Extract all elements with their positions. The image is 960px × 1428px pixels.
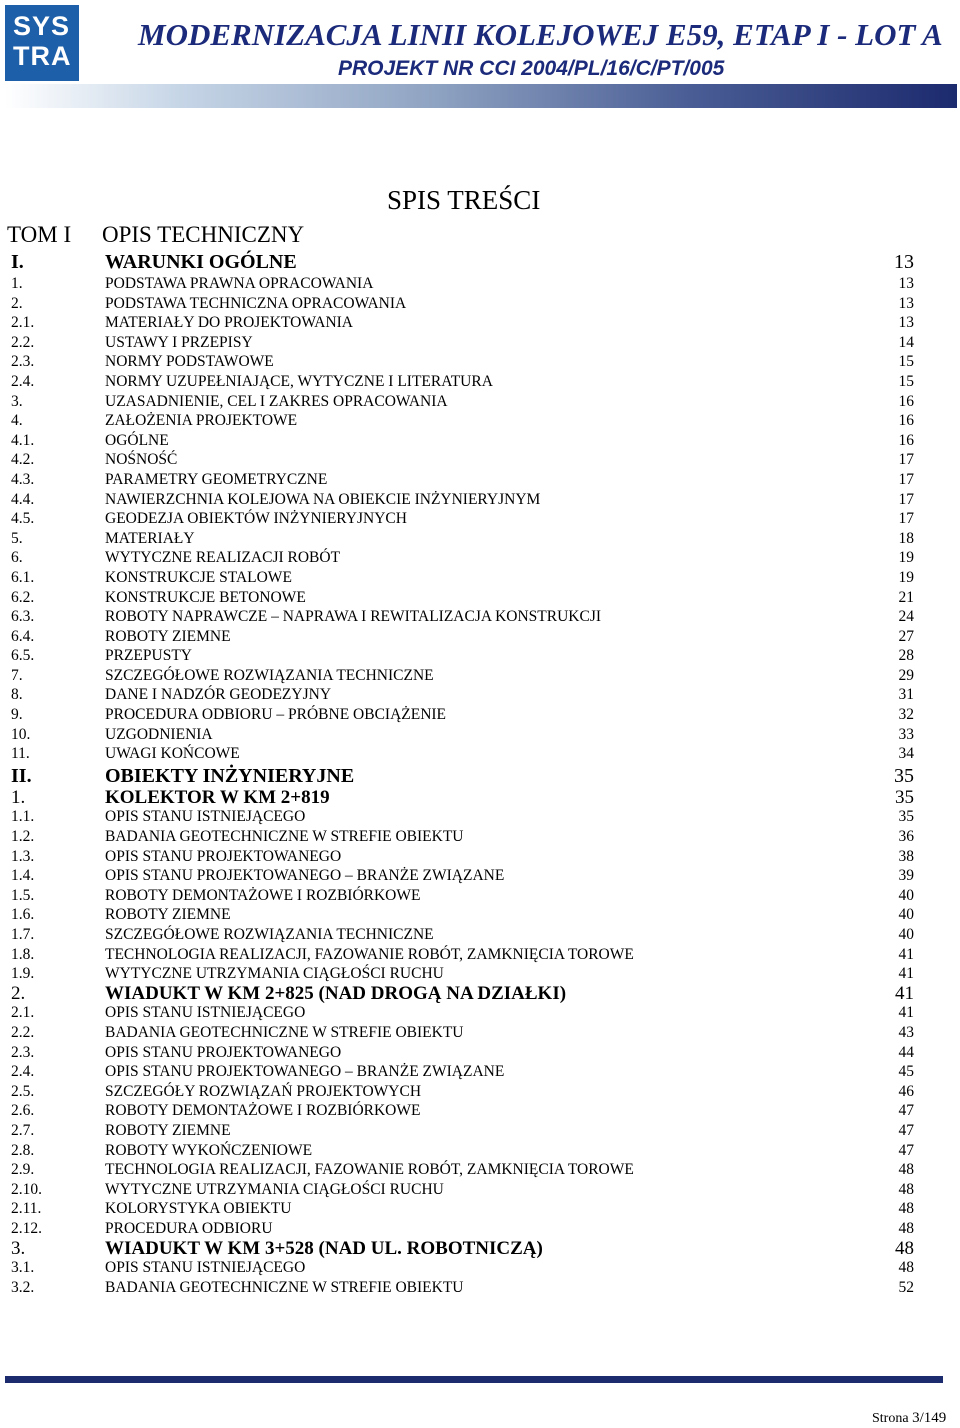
toc-entry xyxy=(0,392,960,412)
toc-entry-number: 2.1. xyxy=(11,314,35,332)
toc-entry-page: 32 xyxy=(898,706,914,724)
toc-entry-title: OPIS STANU ISTNIEJĄCEGO xyxy=(105,1004,306,1022)
toc-entry-title: UZGODNIENIA xyxy=(105,725,213,743)
toc-entry-page: 36 xyxy=(898,828,914,846)
toc-entry xyxy=(0,450,960,470)
toc-entry-title: NAWIERZCHNIA KOLEJOWA NA OBIEKCIE INŻYNIERYJNYM xyxy=(105,490,541,508)
toc-entry-title: ROBOTY DEMONTAŻOWE I ROZBIÓRKOWE xyxy=(105,1102,421,1120)
toc-entry-number: 11. xyxy=(11,745,30,763)
toc-entry-title: OPIS STANU PROJEKTOWANEGO xyxy=(105,847,342,865)
toc-entry-page: 19 xyxy=(898,549,914,567)
toc-entry-title: WIADUKT W KM 3+528 (NAD UL. ROBOTNICZĄ) xyxy=(105,1237,543,1259)
toc-entry xyxy=(0,646,960,666)
toc-entry-title: DANE I NADZÓR GEODEZYJNY xyxy=(105,686,332,704)
toc-entry-title: ZAŁOŻENIA PROJEKTOWE xyxy=(105,412,298,430)
toc-entry-page: 40 xyxy=(898,926,914,943)
toc-entry-page: 18 xyxy=(898,529,914,547)
toc-entry xyxy=(0,1141,960,1161)
toc-entry-title: NORMY PODSTAWOWE xyxy=(105,353,274,371)
toc-entry-title: KONSTRUKCJE BETONOWE xyxy=(105,588,306,606)
toc-entry-page: 43 xyxy=(898,1023,914,1041)
toc-entry xyxy=(0,925,960,945)
toc-entry-title: PODSTAWA TECHNICZNA OPRACOWANIA xyxy=(105,294,407,312)
toc-entry-page: 17 xyxy=(898,490,914,508)
toc-entry xyxy=(0,588,960,608)
toc-entry xyxy=(0,627,960,647)
toc-entry-title: BADANIA GEOTECHNICZNE W STREFIE OBIEKTU xyxy=(105,1023,464,1041)
page-number xyxy=(872,1410,946,1427)
toc-entry-number: 4.4. xyxy=(11,490,35,508)
company-logo xyxy=(5,5,79,81)
toc-entry-title: PODSTAWA PRAWNA OPRACOWANIA xyxy=(105,275,374,292)
toc-entry xyxy=(0,607,960,627)
toc-entry-title: PRZEPUSTY xyxy=(105,647,192,665)
toc-entry-title: ROBOTY WYKOŃCZENIOWE xyxy=(105,1141,313,1159)
toc-entry-page: 41 xyxy=(898,1004,914,1022)
toc-entry-number: I. xyxy=(11,251,24,273)
toc-entry xyxy=(0,705,960,725)
toc-entry xyxy=(0,1258,960,1278)
toc-entry xyxy=(0,274,960,294)
toc-entry-page: 48 xyxy=(895,1237,914,1259)
toc-entry xyxy=(0,490,960,510)
toc-entry-page: 15 xyxy=(898,372,914,390)
toc-entry xyxy=(0,788,960,808)
toc-entry-title: MATERIAŁY xyxy=(105,529,195,547)
toc-entry-number: 1.7. xyxy=(11,926,35,943)
toc-entry-number: II. xyxy=(11,764,32,787)
toc-entry-number: 8. xyxy=(11,686,23,704)
toc-entry-page: 48 xyxy=(898,1180,914,1198)
toc-entry-title: UWAGI KOŃCOWE xyxy=(105,745,240,763)
toc-entry xyxy=(0,548,960,568)
toc-entry xyxy=(0,313,960,333)
page-value: 3/149 xyxy=(912,1410,947,1426)
toc-entry-number: 2.11. xyxy=(11,1200,42,1218)
toc-entry-number: 1.8. xyxy=(11,945,35,963)
toc-entry-title: WARUNKI OGÓLNE xyxy=(105,251,297,273)
logo-line-2: TRA xyxy=(13,41,72,71)
toc-entry-number: 3. xyxy=(11,1237,26,1259)
toc-entry-title: ROBOTY DEMONTAŻOWE I ROZBIÓRKOWE xyxy=(105,886,421,904)
toc-entry xyxy=(0,294,960,314)
toc-entry xyxy=(0,744,960,764)
toc-entry-page: 19 xyxy=(898,568,914,586)
toc-title: SPIS TREŚCI xyxy=(387,185,541,215)
toc-entry xyxy=(0,984,960,1004)
volume-heading xyxy=(7,222,304,248)
toc-entry-page: 16 xyxy=(898,412,914,430)
toc-entry-page: 27 xyxy=(898,627,914,645)
toc-entry-number: 7. xyxy=(11,666,23,684)
toc-entry xyxy=(0,1043,960,1063)
toc-entry-number: 10. xyxy=(11,725,31,743)
toc-entry-page: 21 xyxy=(898,588,914,606)
header-subtitle: PROJEKT NR CCI 2004/PL/16/C/PT/005 xyxy=(338,57,725,80)
toc-entry xyxy=(0,1239,960,1259)
toc-entry-number: 1.5. xyxy=(11,886,35,904)
toc-entry-title: OPIS STANU PROJEKTOWANEGO – BRANŻE ZWIĄZANE xyxy=(105,867,505,885)
toc-entry-number: 1.2. xyxy=(11,828,35,846)
toc-entry-page: 38 xyxy=(898,847,914,865)
toc-entry-title: ROBOTY ZIEMNE xyxy=(105,627,231,645)
toc-entry-number: 2.4. xyxy=(11,1063,35,1081)
toc-entry-title: PROCEDURA ODBIORU – PRÓBNE OBCIĄŻENIE xyxy=(105,706,447,724)
toc-entry-number: 4.3. xyxy=(11,470,35,488)
toc-entry-title: KONSTRUKCJE STALOWE xyxy=(105,568,292,586)
toc-entry-number: 6.1. xyxy=(11,568,35,586)
toc-entry-page: 41 xyxy=(895,982,914,1004)
toc-entry-page: 39 xyxy=(898,867,914,885)
toc-entry xyxy=(0,568,960,588)
toc-entry xyxy=(0,1278,960,1298)
toc-entry-title: WYTYCZNE UTRZYMANIA CIĄGŁOŚCI RUCHU xyxy=(105,1180,444,1198)
toc-entry-title: PROCEDURA ODBIORU xyxy=(105,1219,273,1237)
toc-entry-number: 1. xyxy=(11,275,23,292)
page-label: Strona xyxy=(872,1411,909,1426)
toc-entry-number: 2.3. xyxy=(11,1043,35,1061)
header-gradient-bar xyxy=(5,84,957,108)
toc-entry-number: 2.9. xyxy=(11,1161,35,1179)
toc-entry-number: 1.9. xyxy=(11,965,35,983)
toc-entry-number: 1.6. xyxy=(11,906,35,924)
toc-entry-title: MATERIAŁY DO PROJEKTOWANIA xyxy=(105,314,353,332)
toc-entry-page: 33 xyxy=(898,725,914,743)
toc-entry-page: 48 xyxy=(898,1200,914,1218)
toc-entry xyxy=(0,1199,960,1219)
toc-entry xyxy=(0,945,960,965)
toc-entry-page: 13 xyxy=(894,251,914,273)
toc-entry xyxy=(0,1160,960,1180)
toc-entry-title: BADANIA GEOTECHNICZNE W STREFIE OBIEKTU xyxy=(105,828,464,846)
toc-entry-page: 16 xyxy=(898,392,914,410)
toc-entry xyxy=(0,807,960,827)
toc-entry-title: NOŚNOŚĆ xyxy=(105,451,178,469)
toc-entry xyxy=(0,964,960,984)
toc-entry-title: GEODEZJA OBIEKTÓW INŻYNIERYJNYCH xyxy=(105,510,407,528)
toc-entry-title: OPIS STANU ISTNIEJĄCEGO xyxy=(105,808,306,826)
volume-title: OPIS TECHNICZNY xyxy=(102,222,305,247)
toc-entry-page: 13 xyxy=(898,314,914,332)
toc-entry-title: KOLORYSTYKA OBIEKTU xyxy=(105,1200,292,1218)
toc-entry-number: 2.6. xyxy=(11,1102,35,1120)
toc-entry xyxy=(0,1062,960,1082)
toc-entry-page: 15 xyxy=(898,353,914,371)
toc-entry xyxy=(0,1121,960,1141)
toc-entry-page: 40 xyxy=(898,906,914,924)
toc-entry xyxy=(0,666,960,686)
toc-entry-title: SZCZEGÓŁOWE ROZWIĄZANIA TECHNICZNE xyxy=(105,926,434,943)
toc-entry-number: 1.4. xyxy=(11,867,35,885)
toc-entry-number: 4.1. xyxy=(11,431,35,449)
toc-entry xyxy=(0,352,960,372)
toc-entry-page: 28 xyxy=(898,647,914,665)
toc-entry xyxy=(0,470,960,490)
toc-entry-page: 40 xyxy=(898,886,914,904)
toc-entry-number: 3.2. xyxy=(11,1278,35,1296)
toc-entry-page: 35 xyxy=(894,764,914,787)
toc-entry xyxy=(0,250,960,274)
toc-entry-number: 6. xyxy=(11,549,23,567)
toc-entry-title: ROBOTY ZIEMNE xyxy=(105,906,231,924)
toc-entry xyxy=(0,1003,960,1023)
volume-number: TOM I xyxy=(7,222,72,247)
toc-entry-number: 9. xyxy=(11,706,23,724)
toc-entry-number: 5. xyxy=(11,529,23,547)
toc-entry-number: 4. xyxy=(11,412,23,430)
toc-entry xyxy=(0,685,960,705)
toc-entry-page: 45 xyxy=(898,1063,914,1081)
toc-entry-number: 3. xyxy=(11,392,23,410)
toc-entry-page: 48 xyxy=(898,1219,914,1237)
toc-entry-number: 2. xyxy=(11,294,23,312)
toc-entry-number: 1.3. xyxy=(11,847,35,865)
toc-entry-page: 41 xyxy=(898,965,914,983)
toc-entry-page: 17 xyxy=(898,451,914,469)
toc-entry-number: 4.5. xyxy=(11,510,35,528)
toc-entry-title: SZCZEGÓŁOWE ROZWIĄZANIA TECHNICZNE xyxy=(105,666,434,684)
toc-list xyxy=(0,250,960,1297)
toc-entry xyxy=(0,725,960,745)
toc-entry-page: 13 xyxy=(898,294,914,312)
toc-entry-number: 2.3. xyxy=(11,353,35,371)
toc-entry-number: 2.10. xyxy=(11,1180,42,1198)
toc-entry-page: 17 xyxy=(898,470,914,488)
toc-entry-title: OPIS STANU ISTNIEJĄCEGO xyxy=(105,1259,306,1277)
toc-entry-title: SZCZEGÓŁY ROZWIĄZAŃ PROJEKTOWYCH xyxy=(105,1082,422,1100)
logo-line-1: SYS xyxy=(13,11,71,41)
toc-entry-number: 2.5. xyxy=(11,1082,35,1100)
toc-entry xyxy=(0,1180,960,1200)
toc-entry-number: 6.5. xyxy=(11,647,35,665)
toc-entry-page: 47 xyxy=(898,1141,914,1159)
toc-entry-page: 44 xyxy=(898,1043,914,1061)
toc-entry xyxy=(0,905,960,925)
toc-entry xyxy=(0,1219,960,1239)
toc-entry xyxy=(0,509,960,529)
toc-entry-number: 2.2. xyxy=(11,1023,35,1041)
toc-entry-title: WYTYCZNE REALIZACJI ROBÓT xyxy=(105,549,341,567)
toc-entry-number: 1. xyxy=(11,786,26,808)
toc-entry-page: 24 xyxy=(898,608,914,626)
toc-entry-page: 46 xyxy=(898,1082,914,1100)
footer-bar xyxy=(5,1376,943,1383)
toc-entry-page: 35 xyxy=(895,786,914,808)
toc-entry-number: 6.3. xyxy=(11,608,35,626)
toc-entry xyxy=(0,866,960,886)
toc-entry-number: 6.4. xyxy=(11,627,35,645)
toc-entry xyxy=(0,847,960,867)
toc-entry-title: TECHNOLOGIA REALIZACJI, FAZOWANIE ROBÓT, ZAMKNIĘCIA TOROWE xyxy=(105,945,634,963)
toc-entry xyxy=(0,529,960,549)
toc-entry-page: 52 xyxy=(898,1278,914,1296)
toc-entry xyxy=(0,1101,960,1121)
toc-entry-number: 2.12. xyxy=(11,1219,42,1237)
toc-entry-title: WYTYCZNE UTRZYMANIA CIĄGŁOŚCI RUCHU xyxy=(105,965,444,983)
toc-entry-page: 41 xyxy=(898,945,914,963)
toc-entry-number: 2.8. xyxy=(11,1141,35,1159)
header-title: MODERNIZACJA LINII KOLEJOWEJ E59, ETAP I - LOT A xyxy=(138,17,943,52)
toc-entry-title: ROBOTY NAPRAWCZE – NAPRAWA I REWITALIZACJA KONSTRUKCJI xyxy=(105,608,602,626)
toc-entry-title: UZASADNIENIE, CEL I ZAKRES OPRACOWANIA xyxy=(105,392,448,410)
toc-entry-title: PARAMETRY GEOMETRYCZNE xyxy=(105,470,328,488)
toc-entry-page: 47 xyxy=(898,1121,914,1139)
toc-entry-page: 34 xyxy=(898,745,914,763)
toc-entry-page: 13 xyxy=(898,275,914,292)
toc-entry-title: OGÓLNE xyxy=(105,431,169,449)
toc-entry-number: 2.1. xyxy=(11,1004,35,1022)
toc-entry xyxy=(0,411,960,431)
toc-entry xyxy=(0,1023,960,1043)
toc-entry xyxy=(0,1082,960,1102)
toc-entry-number: 1.1. xyxy=(11,808,35,826)
toc-entry-page: 29 xyxy=(898,666,914,684)
toc-entry-page: 35 xyxy=(898,808,914,826)
toc-entry-title: TECHNOLOGIA REALIZACJI, FAZOWANIE ROBÓT, ZAMKNIĘCIA TOROWE xyxy=(105,1161,634,1179)
toc-entry-number: 3.1. xyxy=(11,1259,35,1277)
toc-entry-page: 31 xyxy=(898,686,914,704)
toc-entry-number: 2. xyxy=(11,982,26,1004)
toc-entry-title: OPIS STANU PROJEKTOWANEGO xyxy=(105,1043,342,1061)
toc-entry-title: NORMY UZUPEŁNIAJĄCE, WYTYCZNE I LITERATURA xyxy=(105,372,493,390)
toc-entry-title: OBIEKTY INŻYNIERYJNE xyxy=(105,764,355,787)
toc-entry xyxy=(0,431,960,451)
toc-entry-page: 48 xyxy=(898,1161,914,1179)
toc-entry-page: 48 xyxy=(898,1259,914,1277)
toc-entry-number: 2.2. xyxy=(11,333,35,351)
toc-entry-title: USTAWY I PRZEPISY xyxy=(105,333,253,351)
toc-entry-number: 4.2. xyxy=(11,451,35,469)
toc-entry-number: 2.7. xyxy=(11,1121,35,1139)
toc-entry-title: WIADUKT W KM 2+825 (NAD DROGĄ NA DZIAŁKI) xyxy=(105,982,567,1004)
toc-entry-title: OPIS STANU PROJEKTOWANEGO – BRANŻE ZWIĄZANE xyxy=(105,1063,505,1081)
toc-entry xyxy=(0,886,960,906)
toc-entry xyxy=(0,764,960,788)
toc-entry-number: 6.2. xyxy=(11,588,35,606)
toc-entry-title: ROBOTY ZIEMNE xyxy=(105,1121,231,1139)
toc-entry-page: 17 xyxy=(898,510,914,528)
toc-entry-number: 2.4. xyxy=(11,372,35,390)
toc-entry xyxy=(0,372,960,392)
toc-entry-title: KOLEKTOR W KM 2+819 xyxy=(105,786,330,808)
toc-entry-page: 16 xyxy=(898,431,914,449)
toc-entry xyxy=(0,333,960,353)
toc-entry-page: 14 xyxy=(898,333,914,351)
toc-entry xyxy=(0,827,960,847)
toc-entry-title: BADANIA GEOTECHNICZNE W STREFIE OBIEKTU xyxy=(105,1278,464,1296)
toc-entry-page: 47 xyxy=(898,1102,914,1120)
